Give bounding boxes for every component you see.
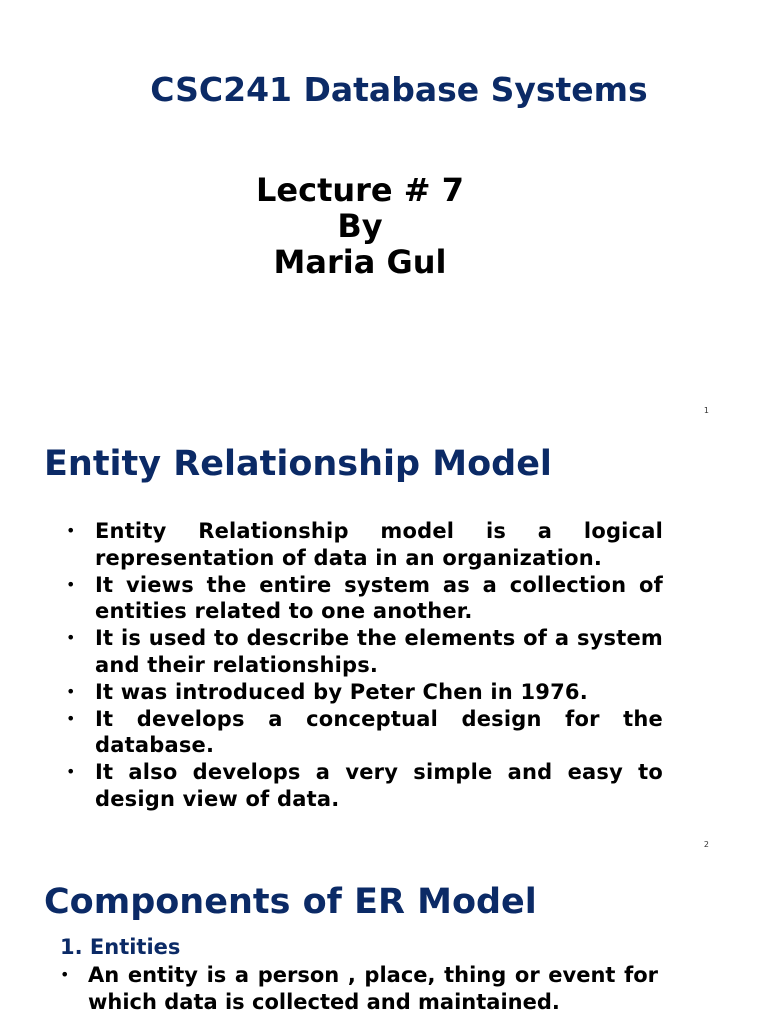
- page-number: 1: [703, 406, 709, 415]
- bullet-item: • It develops a conceptual design for the database.: [66, 706, 663, 758]
- bullet-item: • It also develops a very simple and easy to design view of data.: [66, 760, 663, 811]
- bullet-icon: •: [66, 681, 76, 701]
- bullet-item: • It views the entire system as a collection of entities related to one another.: [66, 572, 663, 624]
- by-label: By: [337, 207, 383, 245]
- bullet-item: • An entity is a person , place, thing or event for which data is collected and maintained.: [60, 963, 658, 1014]
- bullet-icon: •: [66, 574, 76, 594]
- bullet-icon: •: [66, 628, 76, 648]
- bullet-icon: •: [66, 762, 76, 782]
- bullet-item: • Entity Relationship model is a logical representation of data in an organization.: [66, 519, 663, 570]
- slide-heading: Components of ER Model: [44, 882, 537, 922]
- title-slide: [0, 0, 768, 430]
- section-subheading: 1. Entities: [60, 935, 181, 959]
- bullet-icon: •: [60, 965, 70, 984]
- bullet-item: • It was introduced by Peter Chen in 1976.: [66, 679, 588, 704]
- components-slide: [0, 860, 768, 1024]
- author-name: Maria Gul: [273, 243, 447, 281]
- bullet-icon: •: [66, 521, 76, 540]
- bullet-item: • It is used to describe the elements of a system and their relationships.: [66, 626, 663, 677]
- bullet-list: [60, 518, 663, 813]
- course-title: CSC241 Database Systems: [150, 70, 648, 109]
- lecture-info: [0, 172, 720, 280]
- bullet-list: [54, 962, 658, 1016]
- er-model-slide: [0, 430, 768, 860]
- bullet-icon: •: [66, 708, 76, 728]
- page-number: 2: [703, 840, 709, 849]
- slide-heading: Entity Relationship Model: [44, 444, 552, 484]
- lecture-number: Lecture # 7: [256, 171, 464, 209]
